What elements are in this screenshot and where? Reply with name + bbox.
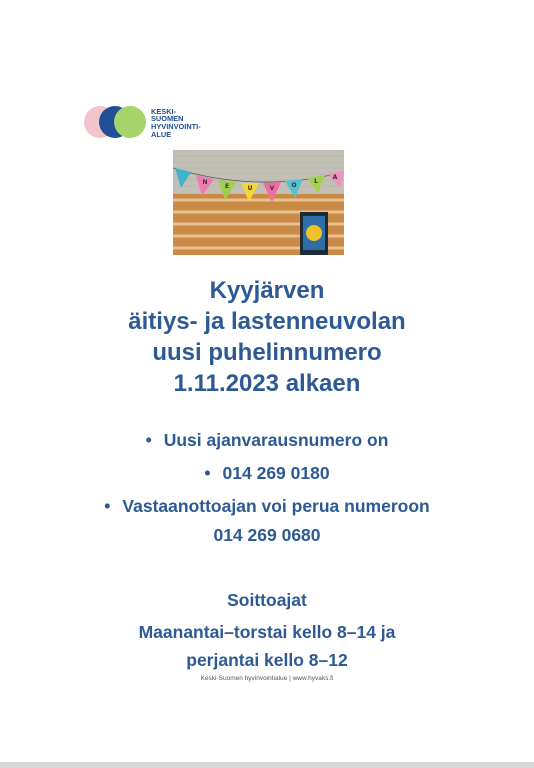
call-hours-line2: perjantai kello 8–12 bbox=[186, 650, 348, 670]
bullet-booking-number-label bbox=[0, 430, 534, 451]
bullet-booking-number bbox=[0, 463, 534, 484]
call-hours-line1: Maanantai–torstai kello 8–14 ja bbox=[138, 622, 396, 642]
cancel-phone-number: 014 269 0680 bbox=[213, 525, 321, 545]
bullet-cancel-number-label bbox=[0, 496, 534, 517]
bunting-letter: L bbox=[314, 178, 318, 185]
bunting-photo-illustration bbox=[173, 150, 344, 255]
organization-logo bbox=[84, 106, 201, 140]
booking-label-text: Uusi ajanvarausnumero on bbox=[163, 430, 389, 450]
clinic-photo bbox=[173, 150, 344, 255]
logo-green-circle bbox=[114, 106, 146, 138]
bunting-letter: U bbox=[247, 185, 253, 192]
footer-text: Keski-Suomen hyvinvointialue | www.hyvaks.fi bbox=[200, 675, 334, 682]
logo-wordmark bbox=[151, 108, 201, 138]
logo-line: KESKI- bbox=[151, 106, 177, 116]
logo-line: HYVINVOINTI- bbox=[151, 122, 201, 131]
title-line: äitiys- ja lastenneuvolan bbox=[128, 308, 406, 335]
bunting-letter: E bbox=[224, 183, 230, 190]
bunting-letter: N bbox=[202, 179, 208, 186]
logo-mark bbox=[84, 106, 146, 140]
announcement-title bbox=[0, 275, 534, 399]
bunting-letter: O bbox=[291, 182, 297, 189]
title-line: 1.11.2023 alkaen bbox=[173, 370, 361, 397]
bunting-letter: V bbox=[269, 185, 275, 192]
title-line: uusi puhelinnumero bbox=[152, 339, 382, 366]
booking-phone-number: 014 269 0180 bbox=[222, 463, 330, 483]
logo-line: SUOMEN bbox=[151, 114, 184, 124]
bunting-letter: A bbox=[332, 174, 338, 181]
page-bottom-edge bbox=[0, 762, 534, 768]
logo-line: ALUE bbox=[151, 129, 172, 139]
title-line: Kyyjärven bbox=[209, 277, 325, 304]
cancel-label-text: Vastaanottoajan voi perua numeroon bbox=[122, 496, 430, 516]
call-hours-heading: Soittoajat bbox=[227, 590, 307, 610]
